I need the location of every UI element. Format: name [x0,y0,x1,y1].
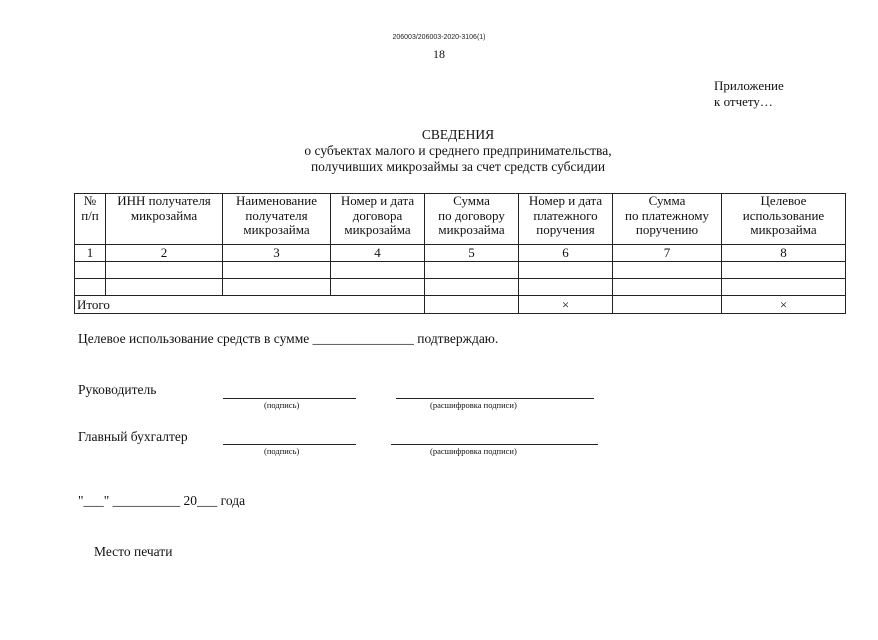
column-number: 8 [722,245,846,262]
total-cell-amount [425,296,519,314]
column-number: 6 [519,245,613,262]
date-line: "___" __________ 20___ года [78,493,246,508]
total-label: Итого [75,296,425,314]
table-cell [722,262,846,279]
table-cell [75,279,106,296]
title-line-2: о субъектах малого и среднего предпринимательства, [304,143,612,158]
signature-caption: (подпись) [264,400,300,410]
table-cell [75,262,106,279]
column-header: Сумма по договору микрозайма [425,194,519,245]
column-number: 5 [425,245,519,262]
table-header-row [75,194,846,245]
table-cell [106,279,223,296]
document-id: 206003/206003-2020-3106(1) [392,34,486,41]
total-cell-payment [613,296,722,314]
column-header: Наименование получателя микрозайма [223,194,331,245]
director-decoding-line[interactable] [396,398,594,399]
table-cell [223,279,331,296]
column-number-row [75,245,846,262]
decoding-caption: (расшифровка подписи) [430,446,517,456]
confirmation-text: Целевое использование средств в сумме _______________ подтверждаю. [78,331,499,346]
document-title [0,127,878,175]
table-cell [613,279,722,296]
column-header: ИНН получателя микрозайма [106,194,223,245]
total-row [75,296,846,314]
column-header: Номер и дата договора микрозайма [331,194,425,245]
table-cell [223,262,331,279]
column-number: 3 [223,245,331,262]
microloan-table [74,193,846,314]
accountant-decoding-line[interactable] [391,444,598,445]
title-line-3: получивших микрозаймы за счет средств субсидии [310,159,606,174]
table-cell [331,279,425,296]
appendix-line-2: к отчету… [714,94,773,109]
column-header: № п/п [75,194,106,245]
table-row [75,279,846,296]
page-number: 18 [433,47,445,61]
director-label: Руководитель [78,382,157,397]
table-cell [722,279,846,296]
total-cross-mark: × [722,296,846,314]
column-number: 4 [331,245,425,262]
accountant-signature-line[interactable] [223,444,356,445]
table-cell [519,279,613,296]
table-cell [331,262,425,279]
title-main: СВЕДЕНИЯ [421,127,495,142]
column-header: Сумма по платежному поручению [613,194,722,245]
total-cross-mark: × [519,296,613,314]
appendix-note [714,78,784,110]
accountant-label: Главный бухгалтер [78,429,188,444]
table-cell [425,279,519,296]
signature-caption: (подпись) [264,446,300,456]
decoding-caption: (расшифровка подписи) [430,400,517,410]
table-cell [425,262,519,279]
column-number: 1 [75,245,106,262]
table-cell [519,262,613,279]
column-number: 2 [106,245,223,262]
table-cell [613,262,722,279]
column-number: 7 [613,245,722,262]
column-header: Номер и дата платежного поручения [519,194,613,245]
column-header: Целевое использование микрозайма [722,194,846,245]
stamp-place: Место печати [94,544,173,559]
table-row [75,262,846,279]
appendix-line-1: Приложение [714,78,784,93]
director-signature-line[interactable] [223,398,356,399]
table-cell [106,262,223,279]
